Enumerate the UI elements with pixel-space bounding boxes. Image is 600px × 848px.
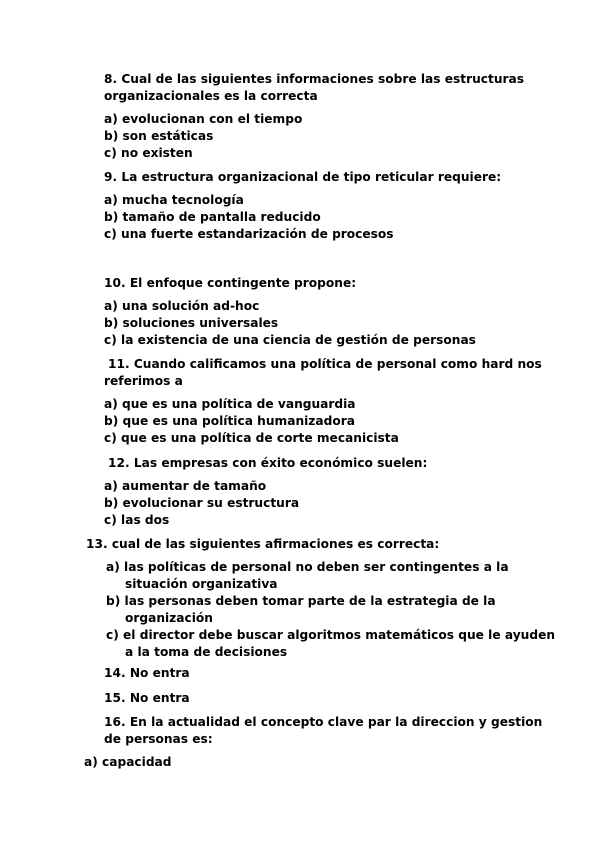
q13-option-c-line1: c) el director debe buscar algoritmos matemáticos que le ayuden bbox=[106, 628, 556, 642]
q8-text-line1: 8. Cual de las siguientes informaciones sobre las estructuras bbox=[104, 72, 524, 86]
q9-option-b: b) tamaño de pantalla reducido bbox=[104, 210, 321, 224]
q10-text-line1: 10. El enfoque contingente propone: bbox=[104, 276, 357, 290]
q12-option-c: c) las dos bbox=[104, 513, 170, 527]
q8-option-c: c) no existen bbox=[104, 146, 193, 160]
q9-option-a: a) mucha tecnología bbox=[104, 193, 244, 207]
q8-option-a: a) evolucionan con el tiempo bbox=[104, 112, 303, 126]
q12-text-line1: 12. Las empresas con éxito económico suelen: bbox=[108, 456, 428, 470]
q11-option-b: b) que es una política humanizadora bbox=[104, 414, 355, 428]
q8-text-line2: organizacionales es la correcta bbox=[104, 89, 318, 103]
q13-option-a-line1: a) las políticas de personal no deben ser contingentes a la bbox=[106, 560, 509, 574]
q15-text: 15. No entra bbox=[104, 691, 190, 705]
q12-option-b: b) evolucionar su estructura bbox=[104, 496, 300, 510]
q16-option-a: a) capacidad bbox=[84, 755, 172, 769]
q11-option-a: a) que es una política de vanguardia bbox=[104, 397, 356, 411]
q13-option-b-line2: organización bbox=[125, 611, 213, 625]
q10-option-b: b) soluciones universales bbox=[104, 316, 279, 330]
q16-text-line2: de personas es: bbox=[104, 732, 213, 746]
q11-text-line1: 11. Cuando calificamos una política de personal como hard nos bbox=[108, 357, 542, 371]
q9-option-c: c) una fuerte estandarización de procesos bbox=[104, 227, 394, 241]
q16-text-line1: 16. En la actualidad el concepto clave par la direccion y gestion bbox=[104, 715, 543, 729]
q11-text-line2: referimos a bbox=[104, 374, 183, 388]
q8-option-b: b) son estáticas bbox=[104, 129, 214, 143]
q11-option-c: c) que es una política de corte mecanicista bbox=[104, 431, 399, 445]
q10-option-c: c) la existencia de una ciencia de gestión de personas bbox=[104, 333, 476, 347]
q10-option-a: a) una solución ad-hoc bbox=[104, 299, 260, 313]
q9-text-line1: 9. La estructura organizacional de tipo reticular requiere: bbox=[104, 170, 502, 184]
q13-option-a-line2: situación organizativa bbox=[125, 577, 278, 591]
q12-option-a: a) aumentar de tamaño bbox=[104, 479, 267, 493]
q14-text: 14. No entra bbox=[104, 666, 190, 680]
q13-option-b-line1: b) las personas deben tomar parte de la estrategia de la bbox=[106, 594, 496, 608]
q13-text-line1: 13. cual de las siguientes afirmaciones es correcta: bbox=[86, 537, 440, 551]
q13-option-c-line2: a la toma de decisiones bbox=[125, 645, 288, 659]
